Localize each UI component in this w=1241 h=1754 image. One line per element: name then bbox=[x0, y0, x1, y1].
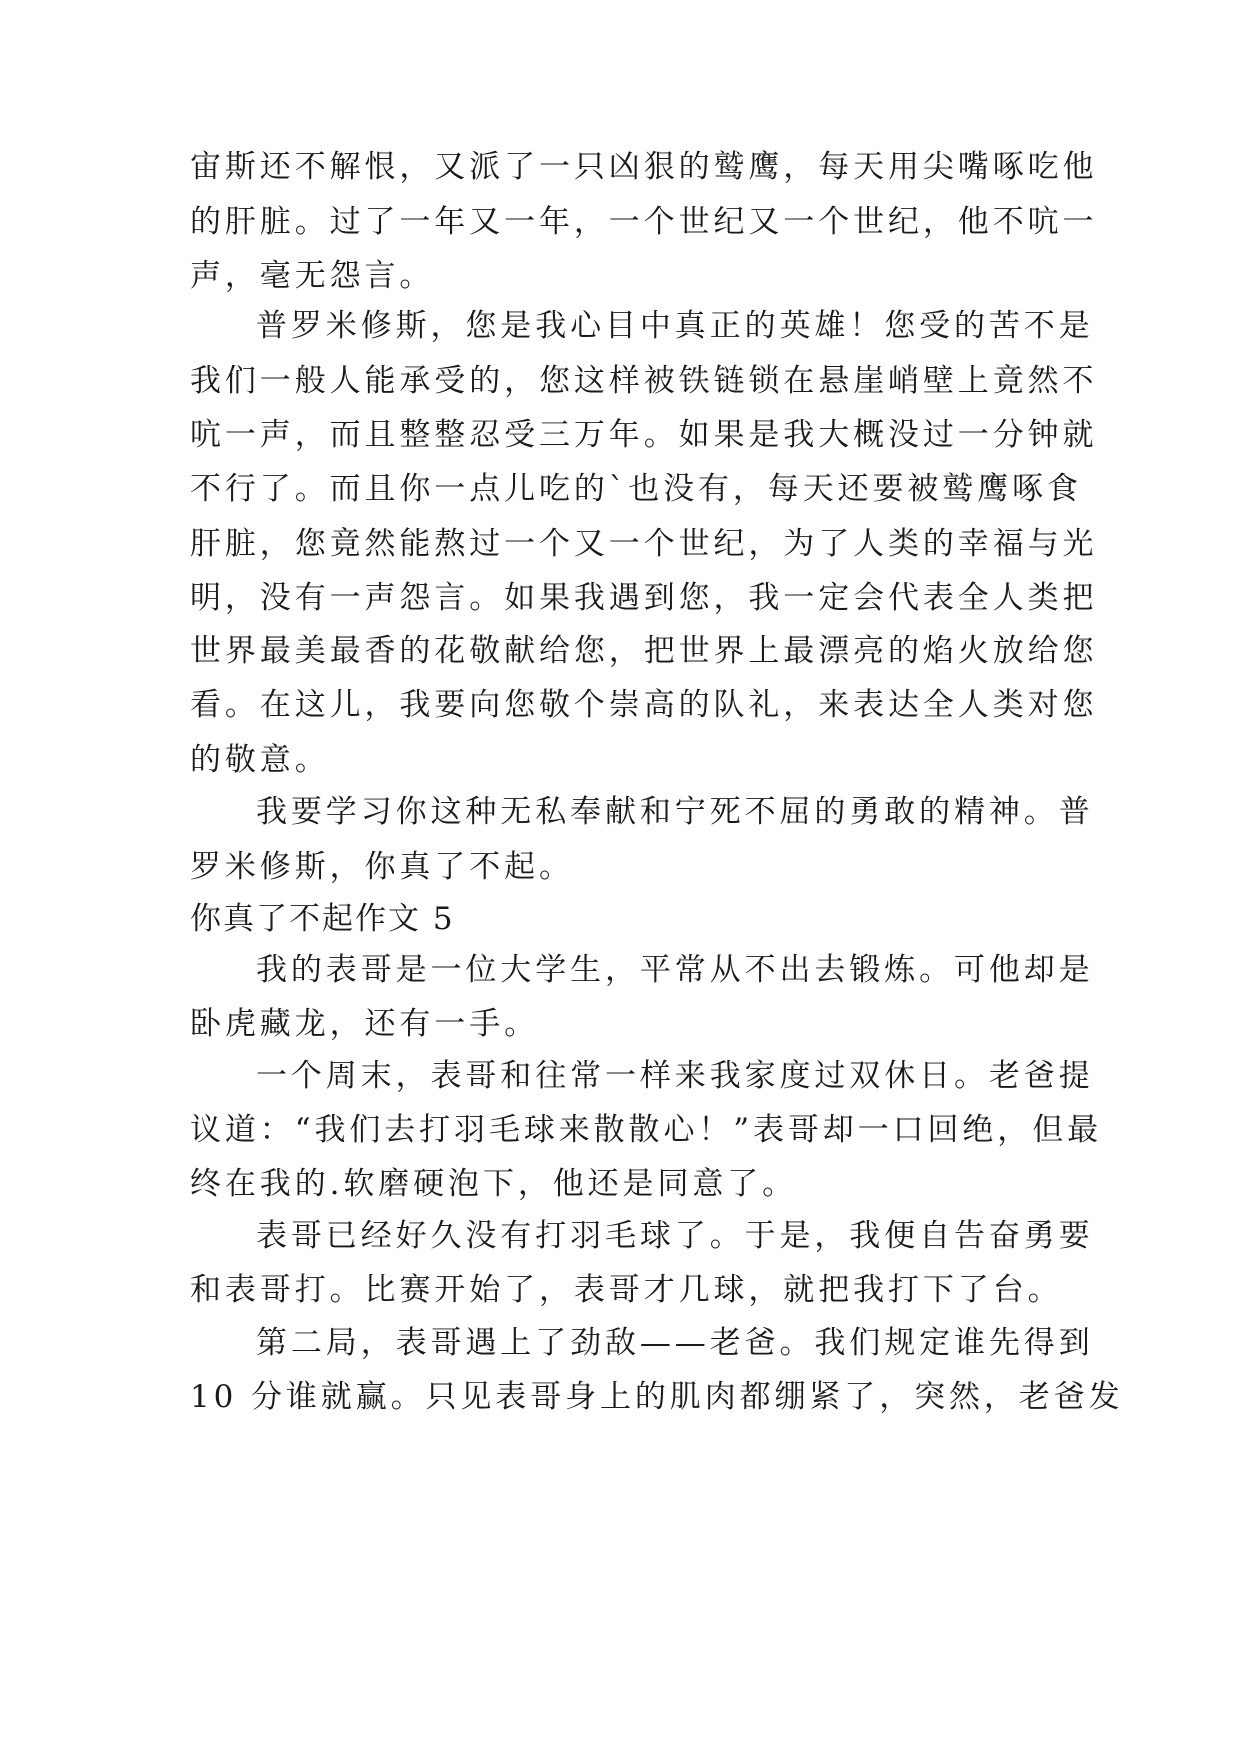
text-line: 明，没有一声怨言。如果我遇到您，我一定会代表全人类把 bbox=[190, 580, 1098, 616]
text-line: 宙斯还不解恨，又派了一只凶狠的鹫鹰，每天用尖嘴啄吃他 bbox=[190, 149, 1098, 185]
text-line: 一个周末，表哥和往常一样来我家度过双休日。老爸提 bbox=[256, 1058, 1094, 1094]
text-line: 第二局，表哥遇上了劲敌——老爸。我们规定谁先得到 bbox=[256, 1325, 1094, 1361]
text-line: 的敬意。 bbox=[190, 742, 330, 778]
text-line: 世界最美最香的花敬献给您，把世界上最漂亮的焰火放给您 bbox=[190, 633, 1098, 669]
text-line: 看。在这儿，我要向您敬个崇高的队礼，来表达全人类对您 bbox=[190, 687, 1098, 723]
text-line: 议道：“我们去打羽毛球来散散心！”表哥却一口回绝，但最 bbox=[190, 1112, 1102, 1148]
text-line: 罗米修斯，你真了不起。 bbox=[190, 849, 574, 885]
text-line: 我要学习你这种无私奉献和宁死不屈的勇敢的精神。普 bbox=[256, 794, 1094, 830]
text-line: 10 分谁就赢。只见表哥身上的肌肉都绷紧了，突然，老爸发 bbox=[190, 1379, 1124, 1415]
text-line: 声，毫无怨言。 bbox=[190, 258, 435, 294]
section-heading: 你真了不起作文 5 bbox=[190, 901, 455, 937]
text-line: 我的表哥是一位大学生，平常从不出去锻炼。可他却是 bbox=[256, 952, 1094, 988]
text-line: 和表哥打。比赛开始了，表哥才几球，就把我打下了台。 bbox=[190, 1272, 1063, 1308]
text-line: 表哥已经好久没有打羽毛球了。于是，我便自告奋勇要 bbox=[256, 1218, 1094, 1254]
text-line: 终在我的.软磨硬泡下，他还是同意了。 bbox=[190, 1166, 798, 1202]
text-line: 吭一声，而且整整忍受三万年。如果是我大概没过一分钟就 bbox=[190, 417, 1098, 453]
text-line: 我们一般人能承受的，您这样被铁链锁在悬崖峭壁上竟然不 bbox=[190, 363, 1098, 399]
text-line: 不行了。而且你一点儿吃的`也没有，每天还要被鹫鹰啄食 bbox=[190, 471, 1082, 507]
text-line: 肝脏，您竟然能熬过一个又一个世纪，为了人类的幸福与光 bbox=[190, 526, 1098, 562]
text-line: 普罗米修斯，您是我心目中真正的英雄！您受的苦不是 bbox=[256, 308, 1094, 344]
text-line: 卧虎藏龙，还有一手。 bbox=[190, 1006, 539, 1042]
text-line: 的肝脏。过了一年又一年，一个世纪又一个世纪，他不吭一 bbox=[190, 204, 1098, 240]
